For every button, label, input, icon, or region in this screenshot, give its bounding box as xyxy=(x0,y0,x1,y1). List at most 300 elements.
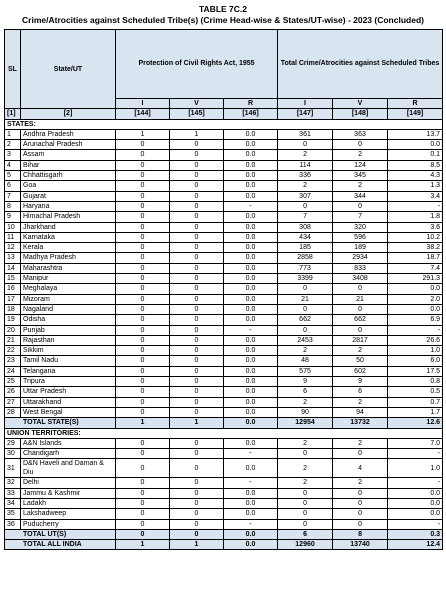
value-cell: 0 xyxy=(116,274,170,284)
value-cell: 94 xyxy=(333,407,388,417)
value-cell: 0.0 xyxy=(224,171,278,181)
table-body xyxy=(5,119,443,550)
state-name-cell: Chandigarh xyxy=(21,449,116,459)
value-cell: 0 xyxy=(170,222,224,232)
value-cell: 0 xyxy=(170,243,224,253)
value-cell: 0 xyxy=(170,304,224,314)
value-cell: 0 xyxy=(116,212,170,222)
sl-cell: 34 xyxy=(5,498,21,508)
value-cell: 6 xyxy=(278,387,333,397)
value-cell: 291.3 xyxy=(388,274,443,284)
value-cell: 2 xyxy=(278,181,333,191)
value-cell: 308 xyxy=(278,222,333,232)
state-name-cell: Himachal Pradesh xyxy=(21,212,116,222)
state-name-cell: Goa xyxy=(21,181,116,191)
value-cell: 0 xyxy=(170,478,224,488)
value-cell: 0 xyxy=(333,488,388,498)
sl-cell: 18 xyxy=(5,304,21,314)
value-cell: 0.0 xyxy=(388,498,443,508)
value-cell: - xyxy=(388,201,443,211)
value-cell: 434 xyxy=(278,232,333,242)
total-row xyxy=(5,540,443,550)
value-cell: 0.0 xyxy=(224,140,278,150)
sl-cell: 16 xyxy=(5,284,21,294)
section-row xyxy=(5,428,443,438)
value-cell: 1 xyxy=(170,129,224,139)
value-cell: 90 xyxy=(278,407,333,417)
sl-cell: 36 xyxy=(5,519,21,529)
table-row xyxy=(5,377,443,387)
sl-cell: 22 xyxy=(5,346,21,356)
total-row xyxy=(5,529,443,539)
table-row xyxy=(5,488,443,498)
value-cell: 0 xyxy=(333,449,388,459)
value-cell: 0 xyxy=(170,263,224,273)
value-cell: 6.0 xyxy=(388,356,443,366)
value-cell: 0 xyxy=(333,519,388,529)
sub-header: I xyxy=(278,99,333,109)
sl-cell: 5 xyxy=(5,171,21,181)
value-cell: - xyxy=(224,478,278,488)
value-cell: 0.0 xyxy=(224,212,278,222)
value-cell: 0 xyxy=(278,449,333,459)
value-cell: 0.0 xyxy=(224,488,278,498)
value-cell: 320 xyxy=(333,222,388,232)
value-cell: 12954 xyxy=(278,418,333,428)
index-header: [1] xyxy=(5,109,21,119)
sl-cell: 25 xyxy=(5,377,21,387)
value-cell: 0.0 xyxy=(224,377,278,387)
value-cell: 8.5 xyxy=(388,160,443,170)
value-cell: 6.9 xyxy=(388,315,443,325)
table-title: Crime/Atrocities against Scheduled Tribe(s) (Crime Head-wise & States/UT-wise) - 2023 (Concluded) xyxy=(22,15,424,25)
sl-cell: 32 xyxy=(5,478,21,488)
value-cell: 0 xyxy=(116,253,170,263)
value-cell: 0.0 xyxy=(224,304,278,314)
value-cell: - xyxy=(388,519,443,529)
state-name-cell: Haryana xyxy=(21,201,116,211)
table-number: TABLE 7C.2 xyxy=(198,4,248,14)
value-cell: 0.7 xyxy=(388,397,443,407)
value-cell: 0 xyxy=(116,519,170,529)
state-name-cell: Tamil Nadu xyxy=(21,356,116,366)
sl-cell: 23 xyxy=(5,356,21,366)
value-cell: 0 xyxy=(116,315,170,325)
value-cell: 0 xyxy=(333,284,388,294)
value-cell: 0.0 xyxy=(224,459,278,478)
value-cell: 0 xyxy=(116,222,170,232)
sl-cell: 12 xyxy=(5,243,21,253)
value-cell: 2 xyxy=(278,438,333,448)
value-cell: 0.0 xyxy=(224,129,278,139)
state-name-cell: Uttar Pradesh xyxy=(21,387,116,397)
table-row xyxy=(5,212,443,222)
table-row xyxy=(5,304,443,314)
value-cell: 2 xyxy=(278,459,333,478)
state-name-cell: Telangana xyxy=(21,366,116,376)
value-cell: 0.0 xyxy=(224,263,278,273)
value-cell: 0 xyxy=(116,181,170,191)
value-cell: 3399 xyxy=(278,274,333,284)
value-cell: 307 xyxy=(278,191,333,201)
value-cell: 0 xyxy=(278,284,333,294)
value-cell: 0 xyxy=(170,253,224,263)
state-name-cell: Punjab xyxy=(21,325,116,335)
value-cell: 363 xyxy=(333,129,388,139)
value-cell: 0 xyxy=(333,498,388,508)
value-cell: 0.0 xyxy=(224,335,278,345)
sl-cell: 10 xyxy=(5,222,21,232)
table-row xyxy=(5,325,443,335)
sl-cell: 29 xyxy=(5,438,21,448)
value-cell: 0 xyxy=(333,509,388,519)
value-cell: 662 xyxy=(278,315,333,325)
index-header: [147] xyxy=(278,109,333,119)
value-cell: 0 xyxy=(116,488,170,498)
value-cell: 12960 xyxy=(278,540,333,550)
value-cell: 26.6 xyxy=(388,335,443,345)
sl-cell: 1 xyxy=(5,129,21,139)
value-cell: 1 xyxy=(116,129,170,139)
sub-header: I xyxy=(116,99,170,109)
value-cell: 0.0 xyxy=(224,253,278,263)
table-row xyxy=(5,274,443,284)
state-name-cell: Tripura xyxy=(21,377,116,387)
value-cell: 0 xyxy=(116,377,170,387)
value-cell: 0 xyxy=(116,478,170,488)
table-row xyxy=(5,222,443,232)
state-name-cell: Nagaland xyxy=(21,304,116,314)
value-cell: 0 xyxy=(170,325,224,335)
value-cell: 0.0 xyxy=(224,160,278,170)
value-cell: 0.0 xyxy=(224,294,278,304)
value-cell: 0 xyxy=(170,181,224,191)
value-cell: 2 xyxy=(333,478,388,488)
value-cell: 0.0 xyxy=(224,509,278,519)
value-cell: 0 xyxy=(278,325,333,335)
value-cell: 0.0 xyxy=(388,140,443,150)
state-name-cell: Karnataka xyxy=(21,232,116,242)
value-cell: 21 xyxy=(278,294,333,304)
value-cell: 0 xyxy=(116,325,170,335)
sub-header: V xyxy=(333,99,388,109)
state-header: State/UT xyxy=(21,30,116,109)
value-cell: 0.0 xyxy=(224,498,278,508)
sl-cell: 17 xyxy=(5,294,21,304)
value-cell: 0 xyxy=(170,201,224,211)
value-cell: 4.3 xyxy=(388,171,443,181)
value-cell: 602 xyxy=(333,366,388,376)
value-cell: 0 xyxy=(278,201,333,211)
sl-cell: 9 xyxy=(5,212,21,222)
value-cell: 361 xyxy=(278,129,333,139)
value-cell: 10.2 xyxy=(388,232,443,242)
table-row xyxy=(5,181,443,191)
state-name-cell: A&N Islands xyxy=(21,438,116,448)
value-cell: 1.0 xyxy=(388,459,443,478)
value-cell: 0 xyxy=(170,488,224,498)
value-cell: 0 xyxy=(116,459,170,478)
state-name-cell: Puducherry xyxy=(21,519,116,529)
value-cell: 0 xyxy=(116,201,170,211)
table-row xyxy=(5,253,443,263)
value-cell: 0.0 xyxy=(388,509,443,519)
value-cell: 0 xyxy=(278,519,333,529)
value-cell: 2 xyxy=(278,478,333,488)
state-name-cell: Meghalaya xyxy=(21,284,116,294)
table-row xyxy=(5,232,443,242)
value-cell: 344 xyxy=(333,191,388,201)
value-cell: 0 xyxy=(116,243,170,253)
value-cell: - xyxy=(224,325,278,335)
index-header: [146] xyxy=(224,109,278,119)
sl-cell: 21 xyxy=(5,335,21,345)
value-cell: 13732 xyxy=(333,418,388,428)
value-cell: 2 xyxy=(333,346,388,356)
value-cell: 773 xyxy=(278,263,333,273)
index-header: [145] xyxy=(170,109,224,119)
state-name-cell: Chhattisgarh xyxy=(21,171,116,181)
value-cell: 1.3 xyxy=(388,181,443,191)
value-cell: 2817 xyxy=(333,335,388,345)
table-row xyxy=(5,140,443,150)
value-cell: 48 xyxy=(278,356,333,366)
table-row xyxy=(5,498,443,508)
value-cell: 0 xyxy=(278,488,333,498)
state-name-cell: Lakshadweep xyxy=(21,509,116,519)
value-cell: 0 xyxy=(116,263,170,273)
value-cell: 3.4 xyxy=(388,191,443,201)
index-header: [149] xyxy=(388,109,443,119)
value-cell: 0.8 xyxy=(388,377,443,387)
value-cell: 0 xyxy=(170,274,224,284)
table-row xyxy=(5,335,443,345)
value-cell: 0 xyxy=(170,284,224,294)
sl-cell: 31 xyxy=(5,459,21,478)
table-row xyxy=(5,294,443,304)
value-cell: 0.0 xyxy=(224,346,278,356)
value-cell: 7.0 xyxy=(388,438,443,448)
value-cell: 0 xyxy=(170,377,224,387)
value-cell: 3.6 xyxy=(388,222,443,232)
value-cell: 0 xyxy=(170,335,224,345)
value-cell: 124 xyxy=(333,160,388,170)
sl-cell: 4 xyxy=(5,160,21,170)
sl-cell: 30 xyxy=(5,449,21,459)
value-cell: 0 xyxy=(170,232,224,242)
value-cell: 0 xyxy=(333,140,388,150)
table-row xyxy=(5,366,443,376)
value-cell: 2934 xyxy=(333,253,388,263)
table-row xyxy=(5,387,443,397)
state-name-cell: Maharashtra xyxy=(21,263,116,273)
value-cell: 6 xyxy=(278,529,333,539)
total-label: TOTAL ALL INDIA xyxy=(5,540,116,550)
state-name-cell: Bihar xyxy=(21,160,116,170)
value-cell: 0.0 xyxy=(224,356,278,366)
value-cell: - xyxy=(388,325,443,335)
value-cell: 0 xyxy=(116,335,170,345)
state-name-cell: Delhi xyxy=(21,478,116,488)
value-cell: 9 xyxy=(333,377,388,387)
crime-table xyxy=(4,29,443,550)
table-row xyxy=(5,263,443,273)
state-name-cell: Manipur xyxy=(21,274,116,284)
value-cell: 0 xyxy=(170,498,224,508)
sl-cell: 28 xyxy=(5,407,21,417)
value-cell: 0 xyxy=(170,294,224,304)
value-cell: 0.0 xyxy=(224,150,278,160)
value-cell: 0 xyxy=(333,304,388,314)
state-name-cell: Gujarat xyxy=(21,191,116,201)
value-cell: 2 xyxy=(333,438,388,448)
value-cell: - xyxy=(224,201,278,211)
value-cell: 0 xyxy=(116,284,170,294)
value-cell: 0 xyxy=(333,325,388,335)
table-row xyxy=(5,171,443,181)
table-row xyxy=(5,509,443,519)
table-row xyxy=(5,160,443,170)
table-row xyxy=(5,150,443,160)
value-cell: 0 xyxy=(116,304,170,314)
value-cell: 2 xyxy=(333,181,388,191)
sl-header: SL xyxy=(5,30,21,109)
value-cell: 336 xyxy=(278,171,333,181)
value-cell: 0 xyxy=(170,160,224,170)
value-cell: 0.0 xyxy=(224,181,278,191)
value-cell: 12.6 xyxy=(388,418,443,428)
value-cell: 0 xyxy=(170,438,224,448)
value-cell: 345 xyxy=(333,171,388,181)
value-cell: 0 xyxy=(170,366,224,376)
value-cell: 0 xyxy=(116,438,170,448)
value-cell: 2 xyxy=(278,397,333,407)
value-cell: 0.3 xyxy=(388,529,443,539)
section-states: STATES: xyxy=(5,119,443,129)
value-cell: 13740 xyxy=(333,540,388,550)
section-uts: UNION TERRITORIES: xyxy=(5,428,443,438)
value-cell: 0 xyxy=(170,509,224,519)
sl-cell: 2 xyxy=(5,140,21,150)
pcr-header: Protection of Civil Rights Act, 1955 xyxy=(116,30,278,99)
value-cell: 1 xyxy=(116,418,170,428)
value-cell: 0.0 xyxy=(224,284,278,294)
value-cell: 0 xyxy=(116,294,170,304)
value-cell: 2 xyxy=(278,150,333,160)
value-cell: 575 xyxy=(278,366,333,376)
value-cell: 17.5 xyxy=(388,366,443,376)
value-cell: 189 xyxy=(333,243,388,253)
value-cell: 0 xyxy=(116,346,170,356)
value-cell: - xyxy=(388,449,443,459)
value-cell: 0.0 xyxy=(224,232,278,242)
value-cell: 0 xyxy=(116,140,170,150)
value-cell: 18.7 xyxy=(388,253,443,263)
value-cell: 0 xyxy=(170,346,224,356)
value-cell: 21 xyxy=(333,294,388,304)
value-cell: 1 xyxy=(170,418,224,428)
value-cell: 0.1 xyxy=(388,150,443,160)
value-cell: 0 xyxy=(116,387,170,397)
value-cell: 0 xyxy=(278,304,333,314)
sl-cell: 6 xyxy=(5,181,21,191)
table-row xyxy=(5,346,443,356)
value-cell: - xyxy=(224,449,278,459)
table-row xyxy=(5,129,443,139)
value-cell: 0 xyxy=(170,356,224,366)
value-cell: 0.0 xyxy=(224,387,278,397)
value-cell: 7 xyxy=(278,212,333,222)
state-name-cell: Mizoram xyxy=(21,294,116,304)
value-cell: 0.0 xyxy=(224,191,278,201)
value-cell: 0 xyxy=(170,387,224,397)
value-cell: 13.7 xyxy=(388,129,443,139)
state-name-cell: Jammu & Kashmir xyxy=(21,488,116,498)
state-name-cell: Ladakh xyxy=(21,498,116,508)
sl-cell: 7 xyxy=(5,191,21,201)
value-cell: 1.0 xyxy=(388,346,443,356)
total-label: TOTAL STATE(S) xyxy=(5,418,116,428)
index-header: [148] xyxy=(333,109,388,119)
state-name-cell: West Bengal xyxy=(21,407,116,417)
sl-cell: 35 xyxy=(5,509,21,519)
value-cell: 0 xyxy=(170,397,224,407)
value-cell: 0 xyxy=(116,160,170,170)
sl-cell: 3 xyxy=(5,150,21,160)
value-cell: 2 xyxy=(278,346,333,356)
value-cell: 3408 xyxy=(333,274,388,284)
value-cell: 0.0 xyxy=(224,438,278,448)
value-cell: 0 xyxy=(116,171,170,181)
value-cell: 0 xyxy=(116,449,170,459)
value-cell: 0 xyxy=(116,509,170,519)
index-header: [144] xyxy=(116,109,170,119)
value-cell: 0.0 xyxy=(224,222,278,232)
index-header: [2] xyxy=(21,109,116,119)
value-cell: 833 xyxy=(333,263,388,273)
table-row xyxy=(5,397,443,407)
total-label: TOTAL UT(S) xyxy=(5,529,116,539)
sub-header: R xyxy=(224,99,278,109)
value-cell: 0.0 xyxy=(224,540,278,550)
sl-cell: 27 xyxy=(5,397,21,407)
value-cell: 0 xyxy=(116,407,170,417)
sl-cell: 24 xyxy=(5,366,21,376)
table-row xyxy=(5,449,443,459)
value-cell: 0 xyxy=(170,212,224,222)
sl-cell: 26 xyxy=(5,387,21,397)
sub-header: R xyxy=(388,99,443,109)
value-cell: 0 xyxy=(116,232,170,242)
total-row xyxy=(5,418,443,428)
value-cell: 2.0 xyxy=(388,294,443,304)
value-cell: 2858 xyxy=(278,253,333,263)
value-cell: 0 xyxy=(116,498,170,508)
table-row xyxy=(5,407,443,417)
sl-cell: 14 xyxy=(5,263,21,273)
value-cell: 0 xyxy=(278,509,333,519)
state-name-cell: Arunachal Pradesh xyxy=(21,140,116,150)
value-cell: 0.0 xyxy=(224,366,278,376)
state-name-cell: Madhya Pradesh xyxy=(21,253,116,263)
value-cell: 2453 xyxy=(278,335,333,345)
table-row xyxy=(5,284,443,294)
sl-cell: 19 xyxy=(5,315,21,325)
sl-cell: 33 xyxy=(5,488,21,498)
state-name-cell: Uttarakhand xyxy=(21,397,116,407)
sl-cell: 20 xyxy=(5,325,21,335)
value-cell: 0 xyxy=(116,529,170,539)
